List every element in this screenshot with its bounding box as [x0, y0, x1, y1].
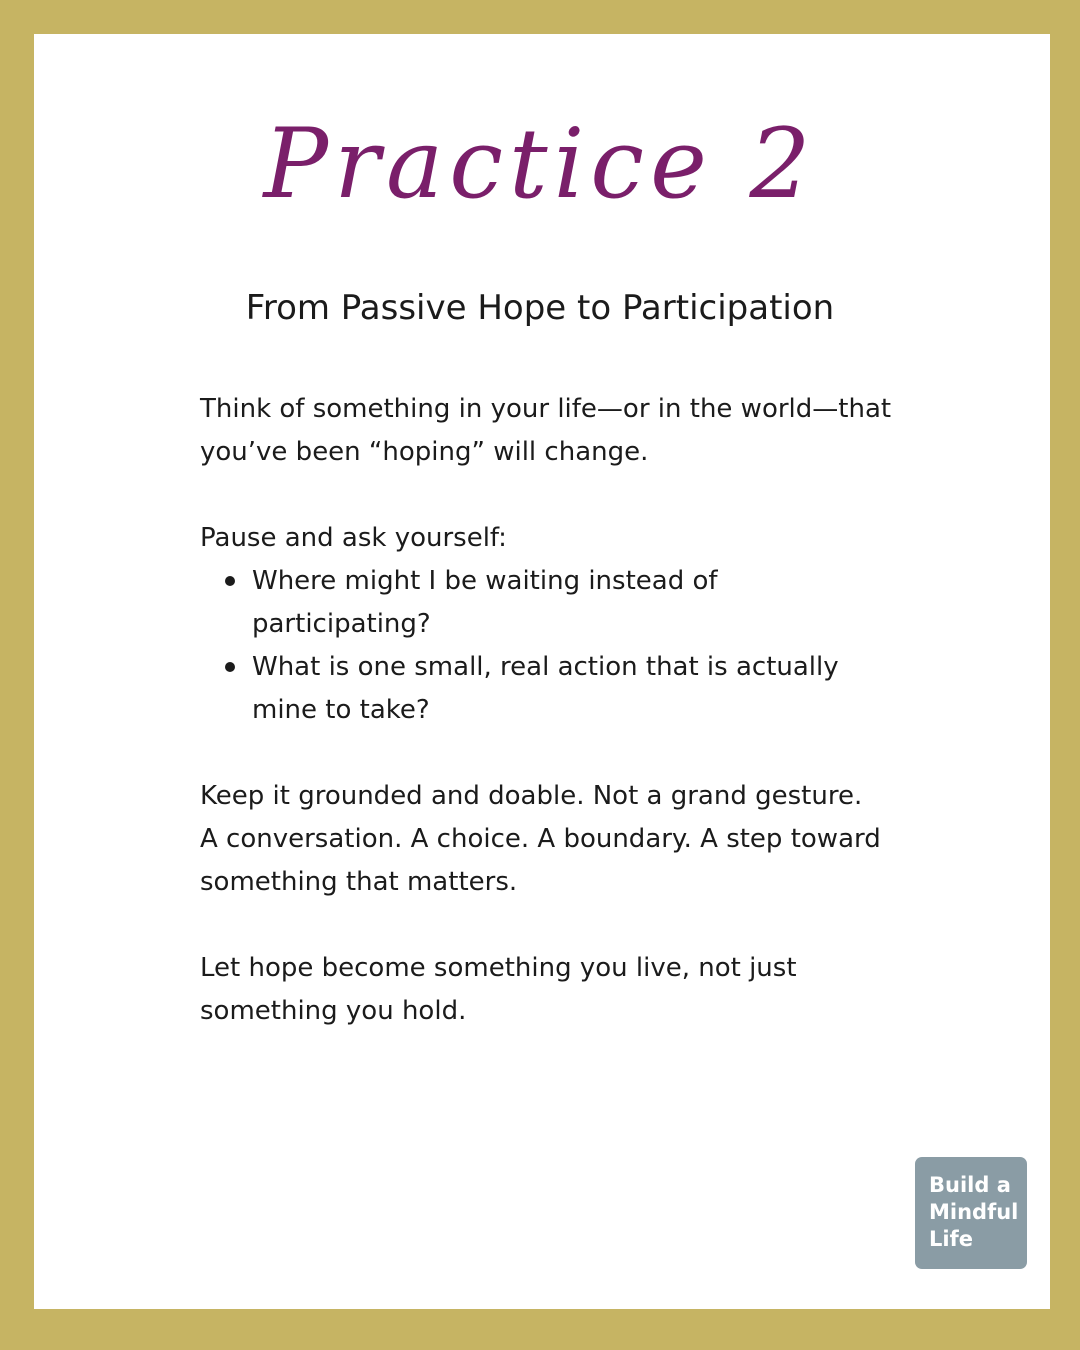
logo-line: Life	[929, 1227, 973, 1251]
question-list	[200, 560, 900, 732]
list-item	[200, 560, 900, 646]
intro-line: Think of something in your life—or in the world—that	[200, 394, 892, 424]
page-subtitle: From Passive Hope to Participation	[245, 288, 835, 328]
closing-line: something you hold.	[200, 996, 467, 1026]
page-title: Practice 2	[263, 108, 817, 220]
guidance-line: Keep it grounded and doable. Not a grand gesture.	[200, 781, 863, 811]
guidance-line: A conversation. A choice. A boundary. A step toward	[200, 824, 881, 854]
question-line: Where might I be waiting instead of	[252, 566, 718, 596]
question-line: What is one small, real action that is actually	[252, 652, 839, 682]
guidance-line: something that matters.	[200, 867, 518, 897]
closing-line: Let hope become something you live, not just	[200, 953, 797, 983]
question-line: participating?	[252, 609, 431, 639]
intro-line: you’ve been “hoping” will change.	[200, 437, 649, 467]
intro-paragraph	[200, 388, 910, 474]
logo-line: Mindful	[929, 1200, 1019, 1224]
prompt-text: Pause and ask yourself:	[200, 523, 507, 553]
question-line: mine to take?	[252, 695, 430, 725]
guidance-paragraph	[200, 775, 910, 904]
bullet-icon	[225, 576, 235, 586]
brand-logo	[915, 1157, 1027, 1269]
list-item	[200, 646, 900, 732]
closing-paragraph	[200, 947, 910, 1033]
bullet-icon	[225, 662, 235, 672]
logo-line: Build a	[929, 1173, 1011, 1197]
